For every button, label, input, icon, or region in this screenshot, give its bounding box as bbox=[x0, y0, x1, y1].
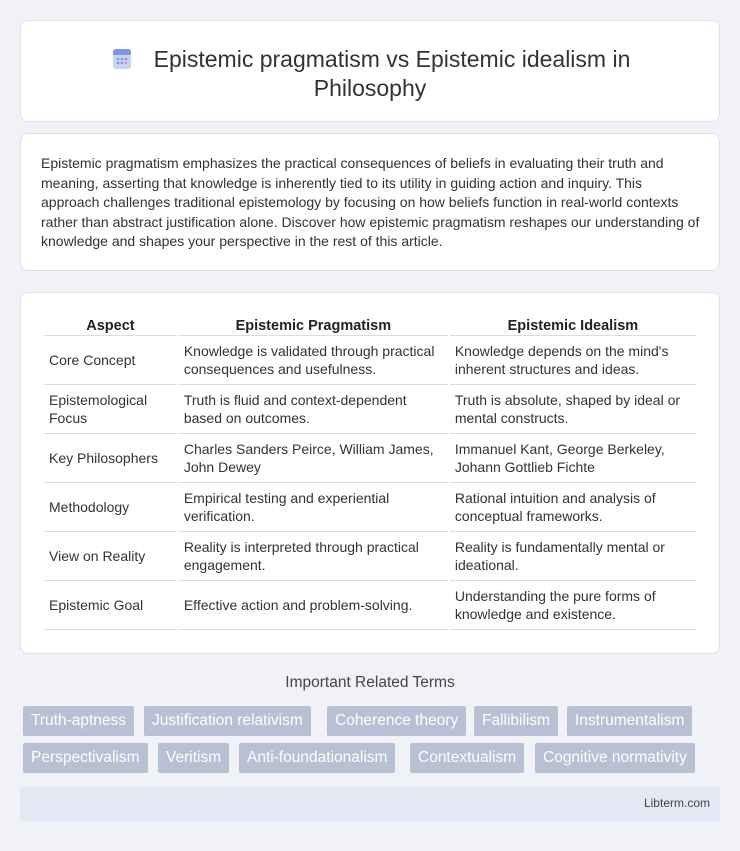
title-card bbox=[20, 20, 720, 122]
cell-aspect: View on Reality bbox=[44, 532, 177, 581]
cell-aspect: Methodology bbox=[44, 483, 177, 532]
cell-aspect: Core Concept bbox=[44, 336, 177, 385]
table-row bbox=[44, 483, 696, 532]
related-term-tag[interactable]: Perspectivalism bbox=[23, 743, 148, 773]
footer-site-link[interactable]: Libterm.com bbox=[643, 796, 710, 810]
related-term-tag[interactable]: Veritism bbox=[158, 743, 229, 773]
cell-idealism: Truth is absolute, shaped by ideal or mental constructs. bbox=[450, 385, 696, 434]
header-pragmatism: Epistemic Pragmatism bbox=[179, 316, 448, 336]
related-term-tag[interactable]: Contextualism bbox=[410, 743, 524, 773]
related-term-tag[interactable]: Cognitive normativity bbox=[535, 743, 695, 773]
cell-pragmatism: Effective action and problem-solving. bbox=[179, 581, 448, 630]
table-row bbox=[44, 581, 696, 630]
cell-aspect: Key Philosophers bbox=[44, 434, 177, 483]
cell-pragmatism: Charles Sanders Peirce, William James, John Dewey bbox=[179, 434, 448, 483]
cell-pragmatism: Truth is fluid and context-dependent based on outcomes. bbox=[179, 385, 448, 434]
comparison-table-card bbox=[20, 292, 720, 654]
comparison-table bbox=[42, 316, 698, 630]
table-row bbox=[44, 434, 696, 483]
footer-bar bbox=[20, 787, 720, 821]
intro-card bbox=[20, 133, 720, 271]
table-row bbox=[44, 532, 696, 581]
related-term-tag[interactable]: Fallibilism bbox=[474, 706, 558, 736]
table-row bbox=[44, 336, 696, 385]
related-term-tag[interactable]: Justification relativism bbox=[144, 706, 311, 736]
cell-pragmatism: Empirical testing and experiential verification. bbox=[179, 483, 448, 532]
table-row bbox=[44, 385, 696, 434]
cell-aspect: Epistemological Focus bbox=[44, 385, 177, 434]
cell-idealism: Immanuel Kant, George Berkeley, Johann Gottlieb Fichte bbox=[450, 434, 696, 483]
table-header-row bbox=[44, 316, 696, 336]
page-title: Epistemic pragmatism vs Epistemic idealism in Philosophy bbox=[153, 46, 631, 101]
cell-pragmatism: Reality is interpreted through practical engagement. bbox=[179, 532, 448, 581]
related-term-tag[interactable]: Anti-foundationalism bbox=[239, 743, 395, 773]
cell-idealism: Reality is fundamentally mental or ideational. bbox=[450, 532, 696, 581]
related-term-tag[interactable]: Truth-aptness bbox=[23, 706, 134, 736]
header-idealism: Epistemic Idealism bbox=[450, 316, 696, 336]
related-terms-heading: Important Related Terms bbox=[285, 674, 455, 691]
cell-idealism: Knowledge depends on the mind's inherent structures and ideas. bbox=[450, 336, 696, 385]
intro-paragraph: Epistemic pragmatism emphasizes the practical consequences of beliefs in evaluating their truth and meaning, asserting that knowledge is inherently tied to its utility in guiding action and inquiry. This approach challenges traditional epistemology by focusing on how beliefs function in real-world contexts rather than abstract justification alone. Discover how epistemic pragmatism reshapes our understanding of knowledge and shapes your perspective in the rest of this article. bbox=[41, 155, 700, 250]
cell-idealism: Rational intuition and analysis of conceptual frameworks. bbox=[450, 483, 696, 532]
cell-idealism: Understanding the pure forms of knowledge and existence. bbox=[450, 581, 696, 630]
cell-pragmatism: Knowledge is validated through practical consequences and usefulness. bbox=[179, 336, 448, 385]
page-title-wrapper bbox=[81, 45, 659, 103]
related-term-tag[interactable]: Instrumentalism bbox=[567, 706, 692, 736]
cell-aspect: Epistemic Goal bbox=[44, 581, 177, 630]
related-term-tag[interactable]: Coherence theory bbox=[327, 706, 466, 736]
header-aspect: Aspect bbox=[44, 316, 177, 336]
calculator-icon bbox=[110, 47, 134, 71]
